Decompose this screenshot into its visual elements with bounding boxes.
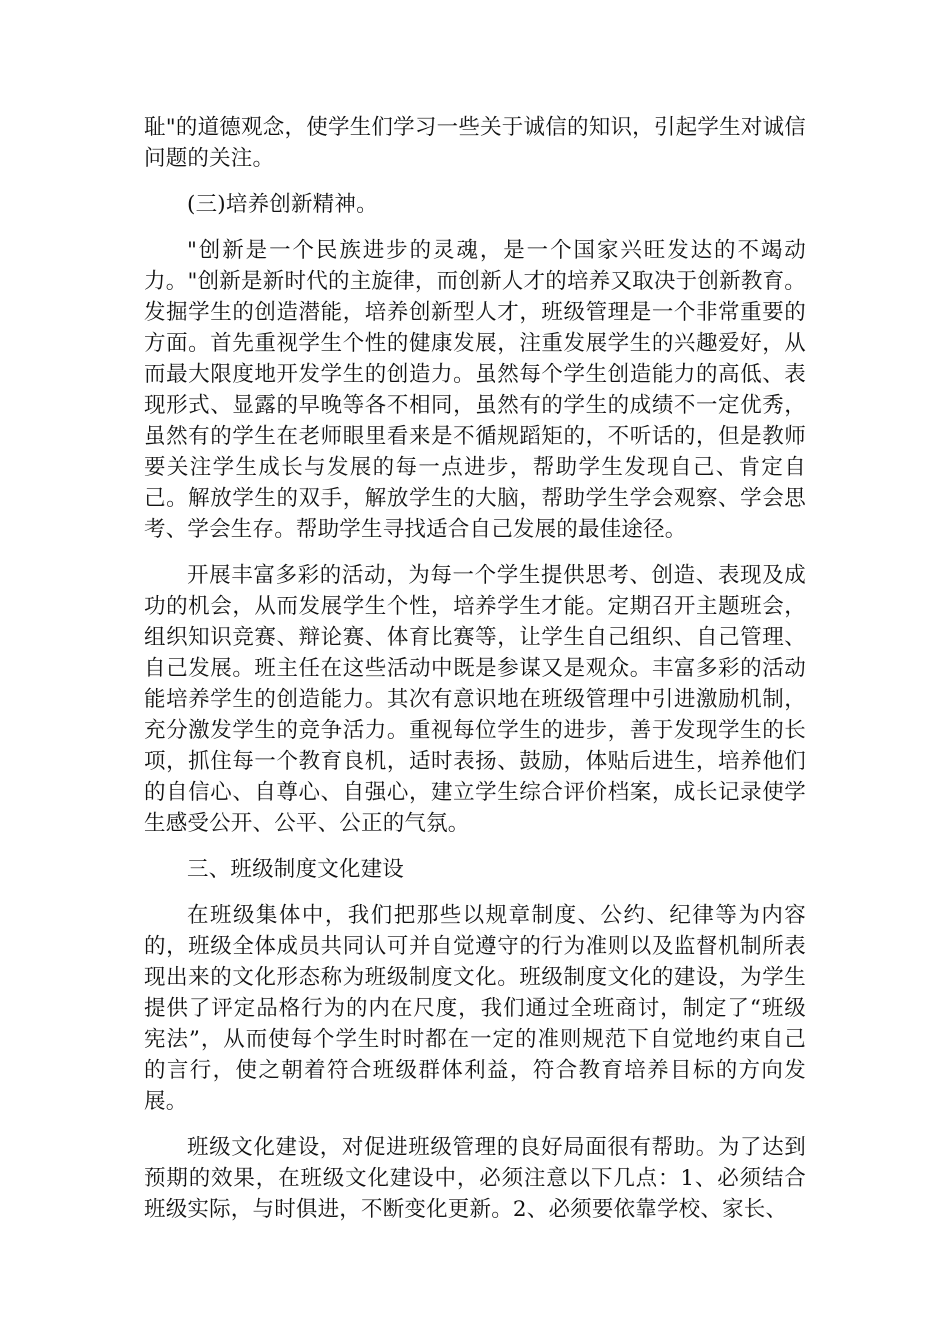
paragraph-class-culture: 班级文化建设，对促进班级管理的良好局面很有帮助。为了达到预期的效果，在班级文化建设中，必须注意以下几点：1、必须结合班级实际，与时俱进，不断变化更新。2、必须要依靠学校、家长、 xyxy=(144,1135,806,1222)
paragraph-activities: 开展丰富多彩的活动，为每一个学生提供思考、创造、表现及成功的机会，从而发展学生个性，培养学生才能。定期召开主题班会，组织知识竞赛、辩论赛、体育比赛等，让学生自己组织、自己管理、自己发展。班主任在这些活动中既是参谋又是观众。丰富多彩的活动能培养学生的创造能力。其次有意识地在班级管理中引进激励机制，充分激发学生的竞争活力。重视每位学生的进步，善于发现学生的长项，抓住每一个教育良机，适时表扬、鼓励，体贴后进生，培养他们的自信心、自尊心、自强心，建立学生综合评价档案，成长记录使学生感受公开、公平、公正的气氛。 xyxy=(144,563,806,836)
document-body xyxy=(144,112,806,1240)
section-heading-innovation: (三)培养创新精神。 xyxy=(187,192,378,217)
paragraph-class-system: 在班级集体中，我们把那些以规章制度、公约、纪律等为内容的，班级全体成员共同认可并自觉遵守的行为准则以及监督机制所表现出来的文化形态称为班级制度文化。班级制度文化的建设，为学生提供了评定品格行为的内在尺度，我们通过全班商讨，制定了“班级宪法”，从而使每个学生时时都在一定的准则规范下自觉地约束自己的言行，使之朝着符合班级群体利益，符合教育培养目标的方向发展。 xyxy=(144,903,806,1114)
paragraph-innovation: "创新是一个民族进步的灵魂，是一个国家兴旺发达的不竭动力。"创新是新时代的主旋律，而创新人才的培养又取决于创新教育。发掘学生的创造潜能，培养创新型人才，班级管理是一个非常重要的方面。首先重视学生个性的健康发展，注重发展学生的兴趣爱好，从而最大限度地开发学生的创造力。虽然每个学生创造能力的高低、表现形式、显露的早晚等各不相同，虽然有的学生的成绩不一定优秀，虽然有的学生在老师眼里看来是不循规蹈矩的，不听话的，但是教师要关注学生成长与发展的每一点进步，帮助学生发现自己、肯定自己。解放学生的双手，解放学生的大脑，帮助学生学会观察、学会思考、学会生存。帮助学生寻找适合自己发展的最佳途径。 xyxy=(144,238,806,542)
section-heading-class-system: 三、班级制度文化建设 xyxy=(187,857,405,882)
paragraph-continuation: 耻"的道德观念，使学生们学习一些关于诚信的知识，引起学生对诚信问题的关注。 xyxy=(144,115,806,171)
